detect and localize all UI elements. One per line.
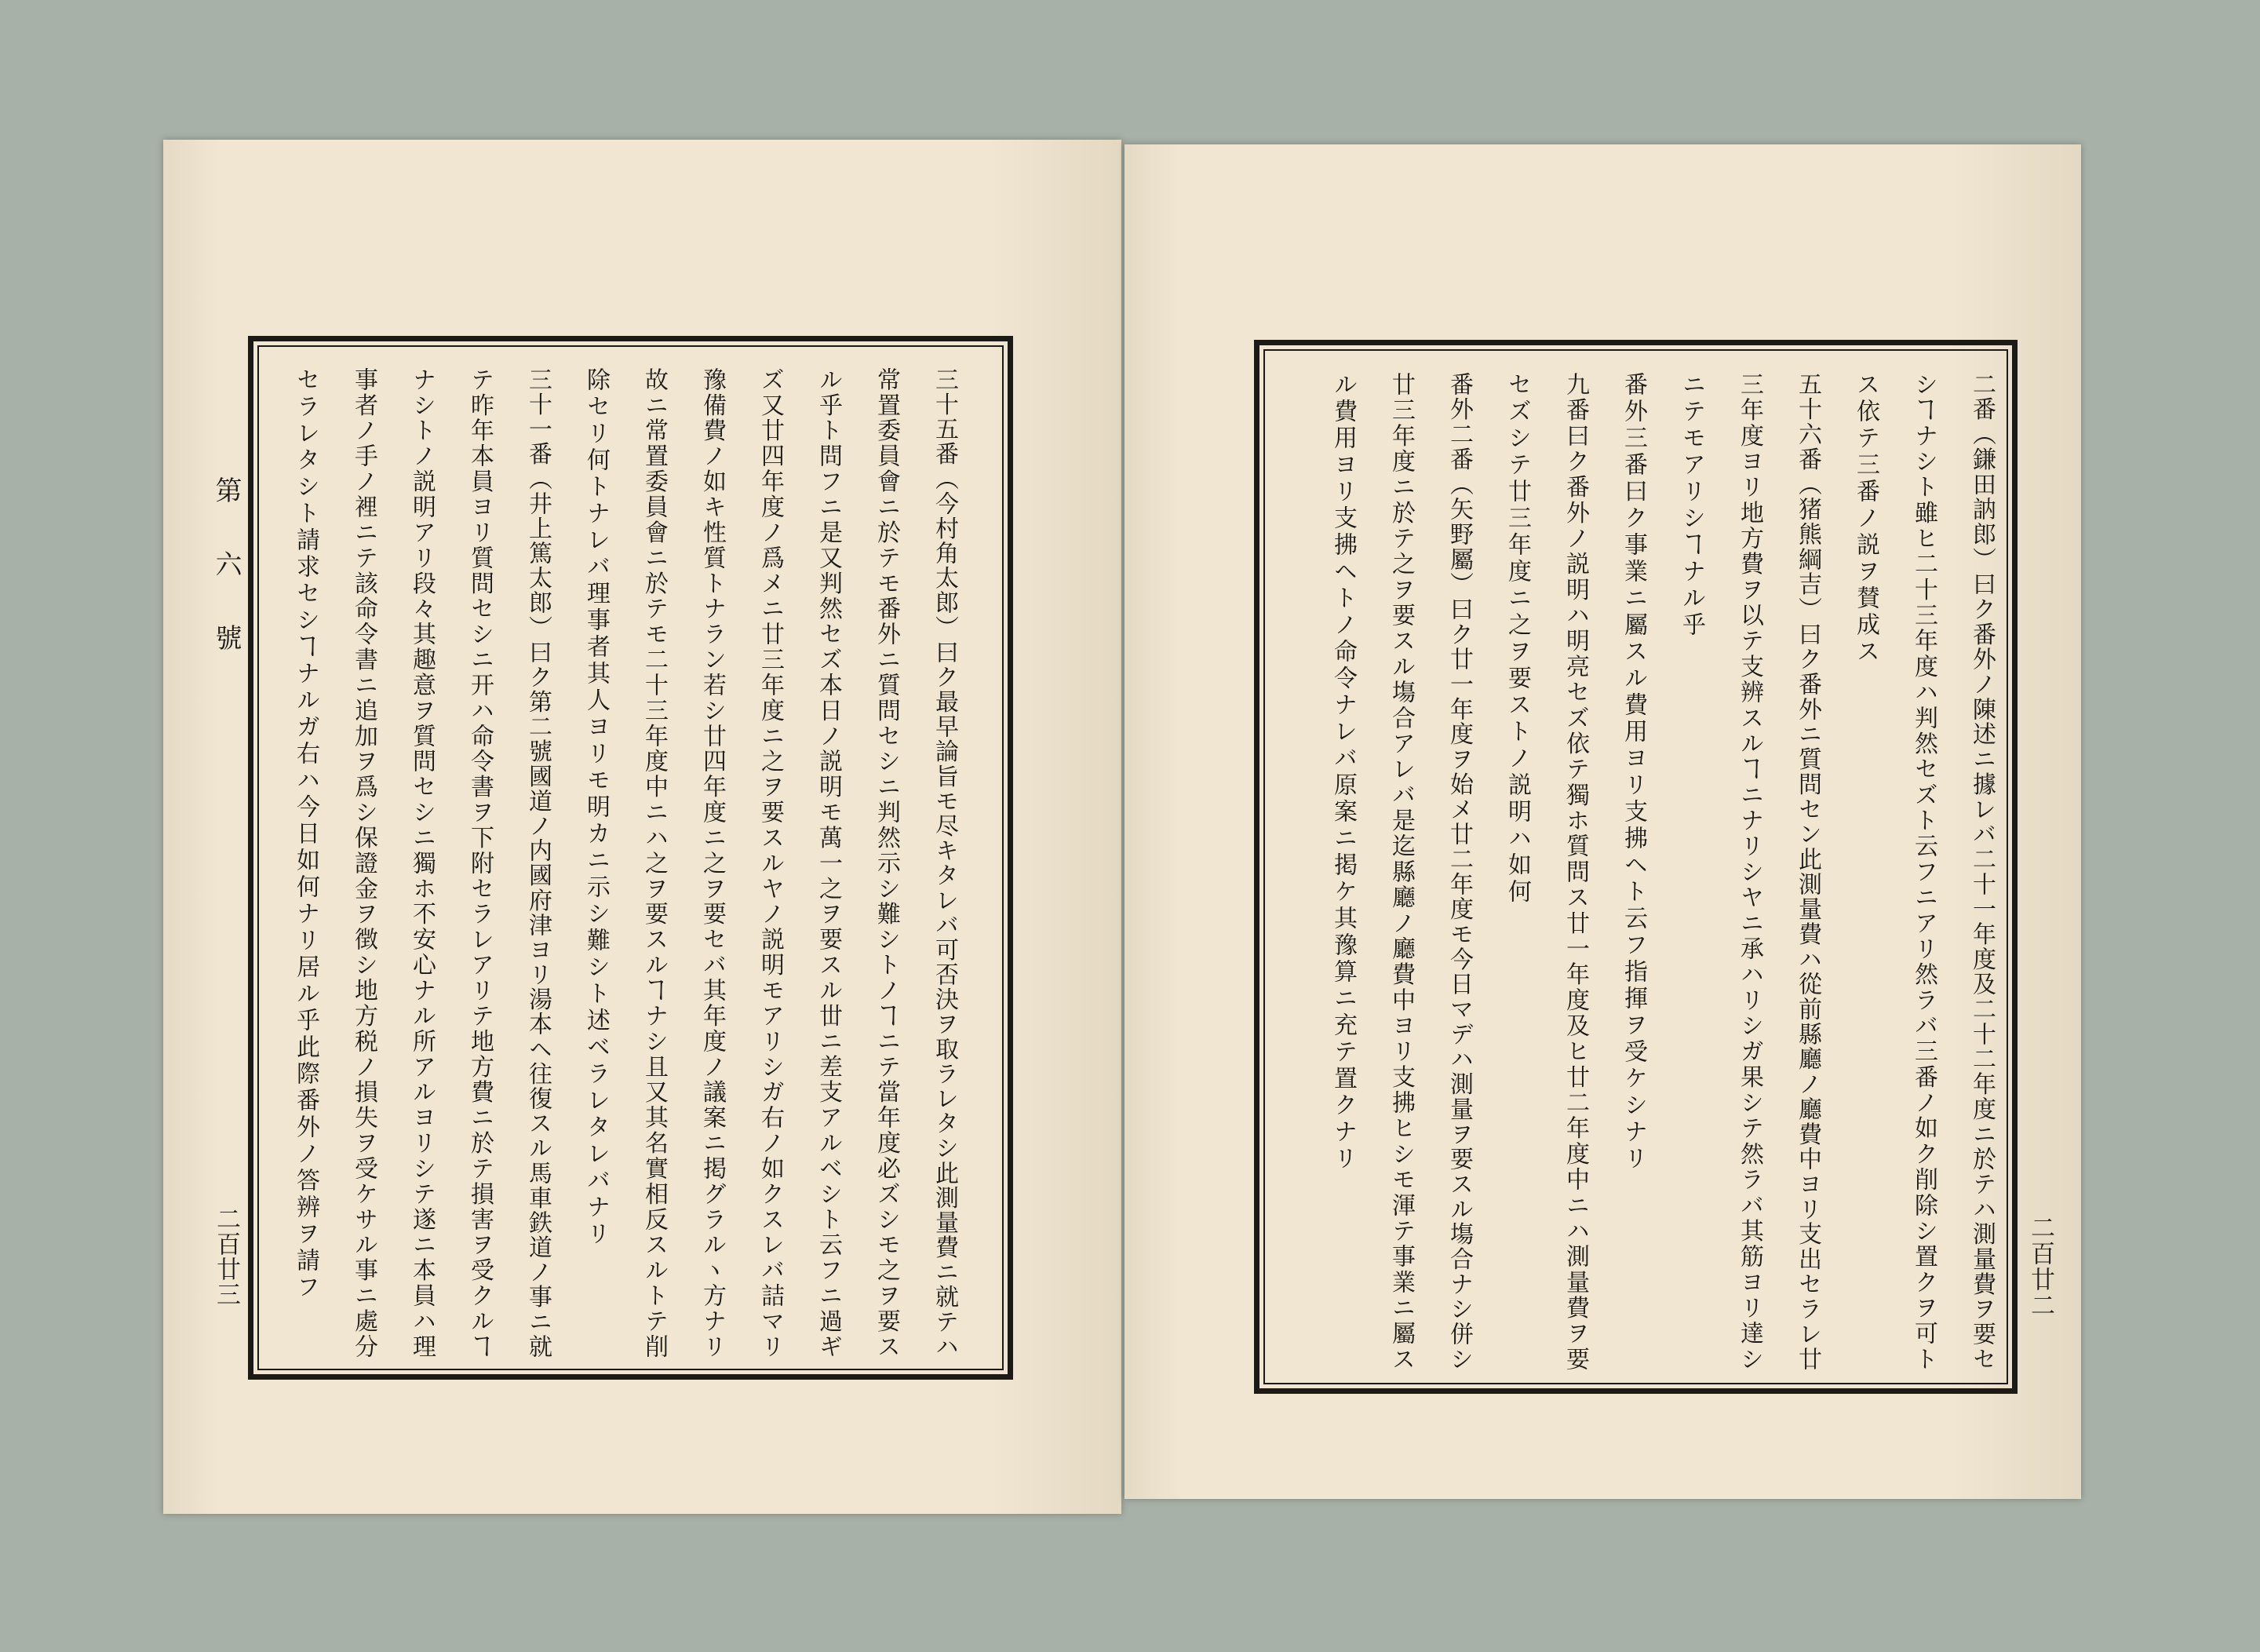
- text-column: 廿三年度ニ於テ之ヲ要スル塲合アレバ是迄縣廳ノ廳費中ヨリ支拂ヒシモ渾テ事業ニ屬ス: [1387, 372, 1415, 1370]
- text-column: ナシトノ説明アリ段々其趣意ヲ質問セシニ獨ホ不安心ナル所アルヨリシテ遂ニ本員ハ理: [408, 367, 436, 1358]
- text-column: 豫備費ノ如キ性質トナラン若シ廿四年度ニ之ヲ要セバ其年度ノ議案ニ掲グラルヽ方ナリ: [698, 367, 726, 1358]
- text-column: 番外二番（矢野屬）曰ク廿一年度ヲ始メ廿二年度モ今日マデハ測量ヲ要スル塲合ナシ併シ: [1445, 372, 1473, 1370]
- text-column: ズ又廿四年度ノ爲メニ廿三年度ニ之ヲ要スルヤノ説明モアリシガ右ノ如クスレバ詰マリ: [756, 367, 784, 1358]
- text-column: 故ニ常置委員會ニ於テモ二十三年度中ニハ之ヲ要スルヿナシ且又其名實相反スルトテ削: [640, 367, 668, 1358]
- text-column: ニテモアリシヿナル乎: [1678, 372, 1705, 639]
- issue-number-header: 第六號: [210, 476, 242, 698]
- text-column: ル費用ヨリ支拂ヘトノ命令ナレバ原案ニ掲ケ其豫算ニ充テ置クナリ: [1329, 372, 1357, 1172]
- text-column: ル乎ト問フニ是又判然セズ本日ノ説明モ萬一之ヲ要スル丗ニ差支アルベシト云フニ過ギ: [815, 367, 842, 1358]
- left-page-text-body: [276, 367, 973, 1358]
- text-column: 三十一番（井上篤太郎）曰ク第二號國道ノ内國府津ヨリ湯本ヘ往復スル馬車鉄道ノ事ニ就: [524, 367, 552, 1358]
- text-column: 三十五番（今村角太郎）曰ク最早論旨モ尽キタレバ可否決ヲ取ラレタシ此測量費ニ就テハ: [931, 367, 958, 1358]
- right-page-text-body: [1314, 372, 2010, 1370]
- page-number-left: 二百廿三: [212, 1206, 240, 1307]
- text-column: 五十六番（猪熊綱吉）曰ク番外ニ質問セン此測量費ハ從前縣廳ノ廳費中ヨリ支出セラレ廿: [1794, 372, 1821, 1370]
- text-column: 九番曰ク番外ノ説明ハ明亮セズ依テ獨ホ質問ス廿一年度及ヒ廿二年度中ニハ測量費ヲ要: [1562, 372, 1589, 1370]
- page-number-right: 二百廿二: [2026, 1215, 2054, 1318]
- text-column: 常置委員會ニ於テモ番外ニ質問セシニ判然示シ難シトノヿニテ當年度必ズシモ之ヲ要ス: [873, 367, 900, 1358]
- text-column: シヿナシト雖ヒ二十三年度ハ判然セズト云フニアリ然ラバ三番ノ如ク削除シ置クヲ可ト: [1910, 372, 1937, 1370]
- text-column: 三年度ヨリ地方費ヲ以テ支辨スルヿニナリシヤニ承ハリシガ果シテ然ラバ其筋ヨリ達シ: [1736, 372, 1763, 1370]
- text-column: 二番（鎌田訥郎）曰ク番外ノ陳述ニ據レバ二十一年度及二十二年度ニ於テハ測量費ヲ要セ: [1968, 372, 1996, 1370]
- text-column: 除セリ何トナレバ理事者其人ヨリモ明カニ示シ難シト述ベラレタレバナリ: [582, 367, 610, 1248]
- text-column: テ昨年本員ヨリ質問セシニ开ハ命令書ヲ下附セラレアリテ地方費ニ於テ損害ヲ受クルヿ: [466, 367, 494, 1358]
- text-column: 事者ノ手ノ裡ニテ該命令書ニ追加ヲ爲シ保證金ヲ徴シ地方税ノ損失ヲ受ケサル事ニ處分: [350, 367, 377, 1358]
- text-column: ス依テ三番ノ説ヲ賛成ス: [1852, 372, 1879, 666]
- text-column: セラレタシト請求セシヿナルガ右ハ今日如何ナリ居ル乎此際番外ノ答辨ヲ請フ: [292, 367, 319, 1301]
- text-column: セズシテ廿三年度ニ之ヲ要ストノ説明ハ如何: [1504, 372, 1531, 906]
- text-column: 番外三番曰ク事業ニ屬スル費用ヨリ支拂ヘト云フ指揮ヲ受ケシナリ: [1620, 372, 1647, 1172]
